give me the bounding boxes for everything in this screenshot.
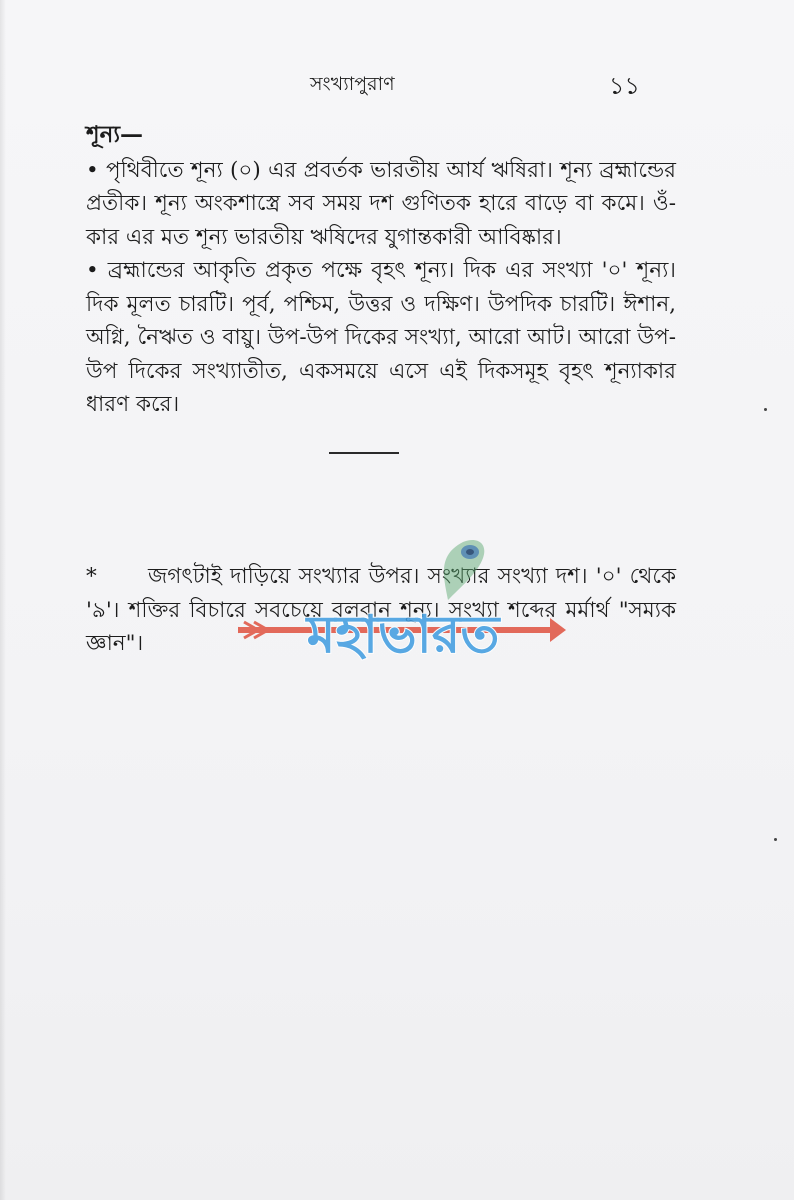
running-header (80, 70, 640, 100)
paragraph-2: • ব্রহ্মান্ডের আকৃতি প্রকৃত পক্ষে বৃহৎ শূন্য। দিক এর সংখ্যা '০' শূন্য। দিক মূলত চারটি। পূর্ব, পশ্চিম, উত্তর ও দক্ষিণ। উপদিক চারটি। ঈশান, অগ্নি, নৈঋত ও বায়ু। উপ-উপ দিকের সংখ্যা, আরো আট। আরো উপ-উপ দিকের সংখ্যাতীত, একসময়ে এসে এই দিকসমূহ বৃহৎ শূন্যাকার ধারণ করে। (86, 258, 676, 417)
footnote-asterisk: * (86, 564, 97, 589)
section-heading: শূন্য— (86, 121, 144, 148)
running-title: সংখ্যাপুরাণ (310, 73, 395, 95)
main-text (86, 118, 676, 422)
paragraph-1: • পৃথিবীতে শূন্য (০) এর প্রবর্তক ভারতীয় আর্য ঋষিরা। শূন্য ব্রহ্মান্ডের প্রতীক। শূন্য অংকশাস্ত্রে সব সময় দশ গুণিতক হারে বাড়ে বা কমে। ওঁ-কার এর মত শূন্য ভারতীয় ঋষিদের যুগান্তকারী আবিষ্কার। (86, 157, 676, 250)
peacock-feather-icon (444, 540, 484, 600)
spine-shadow (0, 0, 6, 1200)
stray-mark (774, 838, 777, 841)
watermark-logo (238, 530, 568, 670)
watermark-text: মহাভারত (306, 605, 500, 665)
section-divider (329, 452, 399, 454)
page-number: ১১ (608, 72, 640, 100)
footnote-text: জগৎটাই দাড়িয়ে সংখ্যার উপর। সংখ্যার সংখ্যা দশ। '০' থেকে '৯'। শক্তির বিচারে সবচেয়ে বলবান শূন্য। সংখ্যা শব্দের মর্মার্থ "সম্যক জ্ঞান"। (86, 564, 676, 656)
stray-mark (764, 408, 767, 411)
